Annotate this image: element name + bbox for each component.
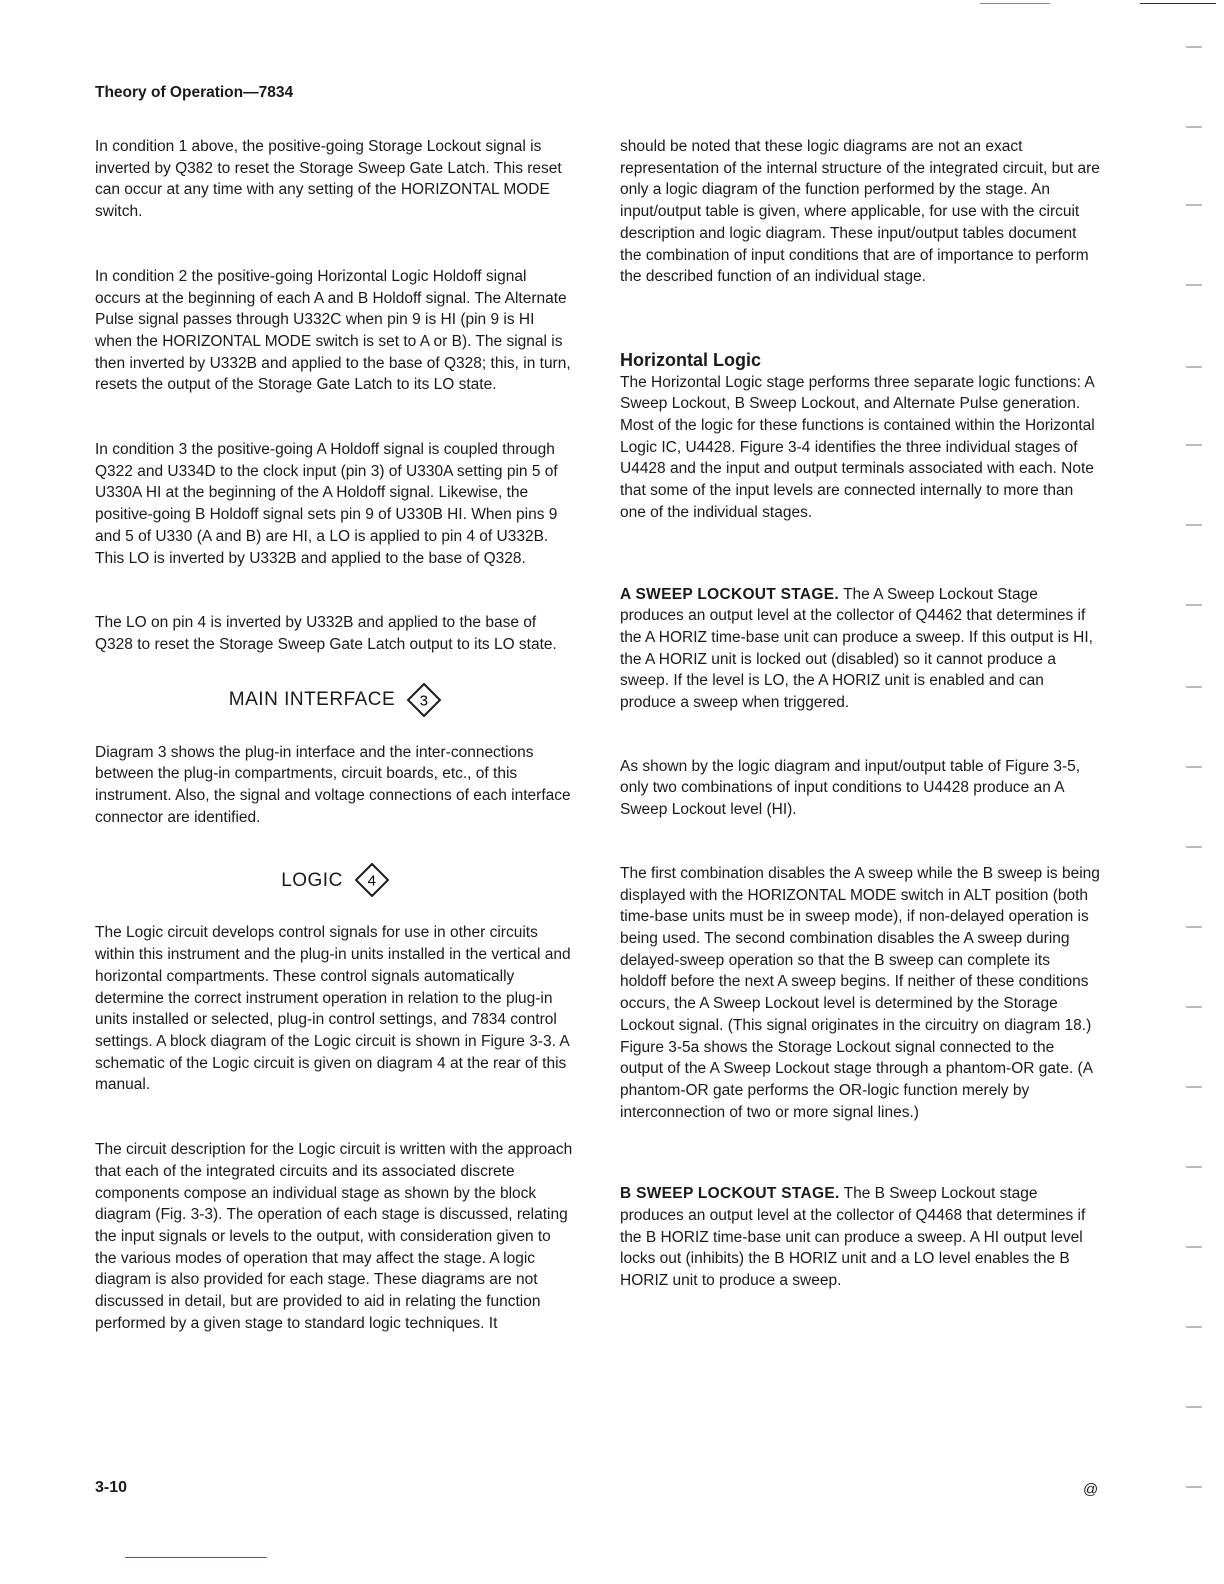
scan-artifact <box>1186 1166 1202 1168</box>
scan-artifact <box>1186 1246 1202 1248</box>
scan-artifact <box>1186 604 1202 606</box>
diagram-number-diamond-icon <box>407 683 441 717</box>
diagram-number: 3 <box>419 692 429 710</box>
scan-artifact <box>1186 1086 1202 1088</box>
paragraph: The Horizontal Logic stage performs three separate logic functions: A Sweep Lockout, B Sweep Lockout, and Alternate Pulse generation. Most of the logic for these functions is contained within the Horizontal Logic IC, U4428. Figure 3-4 identifies the three individual stages of U4428 and the input and output terminals associated with each. Note that some of the input levels are connected internally to more than one of the individual stages. <box>620 373 1095 521</box>
paragraph: The circuit description for the Logic circuit is written with the approach that each of the integrated circuits and its associated discrete components compose an individual stage as shown by the block diagram (Fig. 3-3). The operation of each stage is discussed, relating the input signals or levels to the output, with consideration given to the various modes of operation that may affect the stage. A logic diagram is also provided for each stage. These diagrams are not discussed in detail, but are provided to aid in relating the function performed by a given stage to standard logic techniques. It <box>95 1141 573 1332</box>
scan-artifact <box>1186 926 1202 928</box>
scan-artifact <box>1186 766 1202 768</box>
stage-heading: A SWEEP LOCKOUT STAGE. <box>620 585 840 603</box>
scan-artifact <box>1186 126 1202 128</box>
scan-artifact <box>1186 524 1202 526</box>
right-column <box>620 136 1100 1292</box>
scan-artifact <box>1186 284 1202 286</box>
paragraph: As shown by the logic diagram and input/output table of Figure 3-5, only two combinations of input conditions to U4428 produce an A Sweep Lockout level (HI). <box>620 757 1081 819</box>
scan-artifact <box>1186 366 1202 368</box>
scan-artifact <box>1186 444 1202 446</box>
a-sweep-lockout-paragraph <box>620 584 1100 714</box>
paragraph: In condition 3 the positive-going A Holdoff signal is coupled through Q322 and U334D to the clock input (pin 3) of U330A setting pin 5 of U330A HI at the beginning of the A Holdoff signal. Likewise, the positive-going B Holdoff signal sets pin 9 of U330B HI. When pins 9 and 5 of U330 (A and B) are HI, a LO is applied to pin 4 of U332B. This LO is inverted by U332B and applied to the base of Q328. <box>95 441 558 567</box>
diagram-number: 4 <box>367 872 377 890</box>
scan-artifact <box>1186 204 1202 206</box>
paragraph: should be noted that these logic diagrams are not an exact representation of the internal structure of the integrated circuit, but are only a logic diagram of the function performed by the stage. An input/output table is given, where applicable, for use with the circuit description and logic diagram. These input/output tables document the combination of input conditions that are of importance to perform the described function of an individual stage. <box>620 138 1100 286</box>
scan-artifact <box>1186 46 1202 48</box>
scan-artifact <box>1186 1006 1202 1008</box>
scan-artifact <box>1186 1326 1202 1328</box>
diagram-number-diamond-icon <box>355 863 389 897</box>
scan-artifact <box>1186 686 1202 688</box>
logic-heading <box>95 860 575 900</box>
scan-artifact <box>1186 846 1202 848</box>
main-interface-heading <box>95 680 575 720</box>
paragraph: In condition 2 the positive-going Horizontal Logic Holdoff signal occurs at the beginning of each A and B Holdoff signal. The Alternate Pulse signal passes through U332C when pin 9 is HI (pin 9 is HI when the HORIZONTAL MODE switch is set to A or B). The signal is then inverted by U332B and applied to the base of Q328; this, in turn, resets the output of the Storage Gate Latch to its LO state. <box>95 267 571 394</box>
scan-rule-top <box>980 3 1050 4</box>
horizontal-logic-section <box>620 350 1100 524</box>
scan-artifact <box>1186 1486 1202 1488</box>
section-title: LOGIC <box>281 869 343 891</box>
scan-rule-bottom <box>125 1557 267 1558</box>
stage-heading: B SWEEP LOCKOUT STAGE. <box>620 1185 840 1203</box>
section-title: MAIN INTERFACE <box>228 688 396 710</box>
footer-logo-mark: @ <box>1083 1481 1099 1498</box>
b-sweep-lockout-paragraph <box>620 1183 1100 1292</box>
paragraph: The first combination disables the A sweep while the B sweep is being displayed with the HORIZONTAL MODE switch in ALT position (both time-base units must be in sweep mode), if non-delayed operation is being used. The second combination disables the A sweep during delayed-sweep operation so that the B sweep can complete its holdoff before the next A sweep begins. If neither of these conditions occurs, the A Sweep Lockout level is determined by the Storage Lockout signal. (This signal originates in the circuitry on diagram 18.) Figure 3-5a shows the Storage Lockout signal connected to the output of the A Sweep Lockout stage through a phantom-OR gate. (A phantom-OR gate performs the OR-logic function merely by interconnection of two or more signal lines.) <box>620 864 1100 1121</box>
page-header: Theory of Operation—7834 <box>95 84 294 101</box>
left-column <box>95 136 575 1334</box>
subsection-heading: Horizontal Logic <box>620 349 761 370</box>
paragraph: The Logic circuit develops control signals for use in other circuits within this instrument and the plug-in units installed in the vertical and horizontal compartments. These control signals automatically determine the correct instrument operation in relation to the plug-in units installed or selected, plug-in control settings, and 7834 control settings. A block diagram of the Logic circuit is shown in Figure 3-3. A schematic of the Logic circuit is given on diagram 4 at the rear of this manual. <box>95 924 571 1094</box>
page-number: 3-10 <box>95 1479 128 1496</box>
paragraph-text: The B Sweep Lockout stage produces an output level at the collector of Q4468 that determines if the B HORIZ time-base unit can produce a sweep. A HI output level locks out (inhibits) the B HORIZ unit and a LO level enables the B HORIZ unit to produce a sweep. <box>620 1185 1086 1290</box>
paragraph: The LO on pin 4 is inverted by U332B and applied to the base of Q328 to reset the Storage Sweep Gate Latch output to its LO state. <box>95 614 557 653</box>
paragraph-text: The A Sweep Lockout Stage produces an output level at the collector of Q4462 that determines if the A HORIZ time-base unit can produce a sweep. If this output is HI, the A HORIZ unit is locked out (disabled) so it cannot produce a sweep. If the level is LO, the A HORIZ unit is enabled and can produce a sweep when triggered. <box>620 585 1093 712</box>
scan-artifact <box>1186 1406 1202 1408</box>
paragraph: In condition 1 above, the positive-going Storage Lockout signal is inverted by Q382 to reset the Storage Sweep Gate Latch. This reset can occur at any time with any setting of the HORIZONTAL MODE switch. <box>95 138 562 221</box>
scan-rule-top-right <box>1140 3 1216 4</box>
paragraph: Diagram 3 shows the plug-in interface and the inter-connections between the plug-in compartments, circuit boards, etc., of this instrument. Also, the signal and voltage connections of each interface connector are identified. <box>95 743 571 826</box>
